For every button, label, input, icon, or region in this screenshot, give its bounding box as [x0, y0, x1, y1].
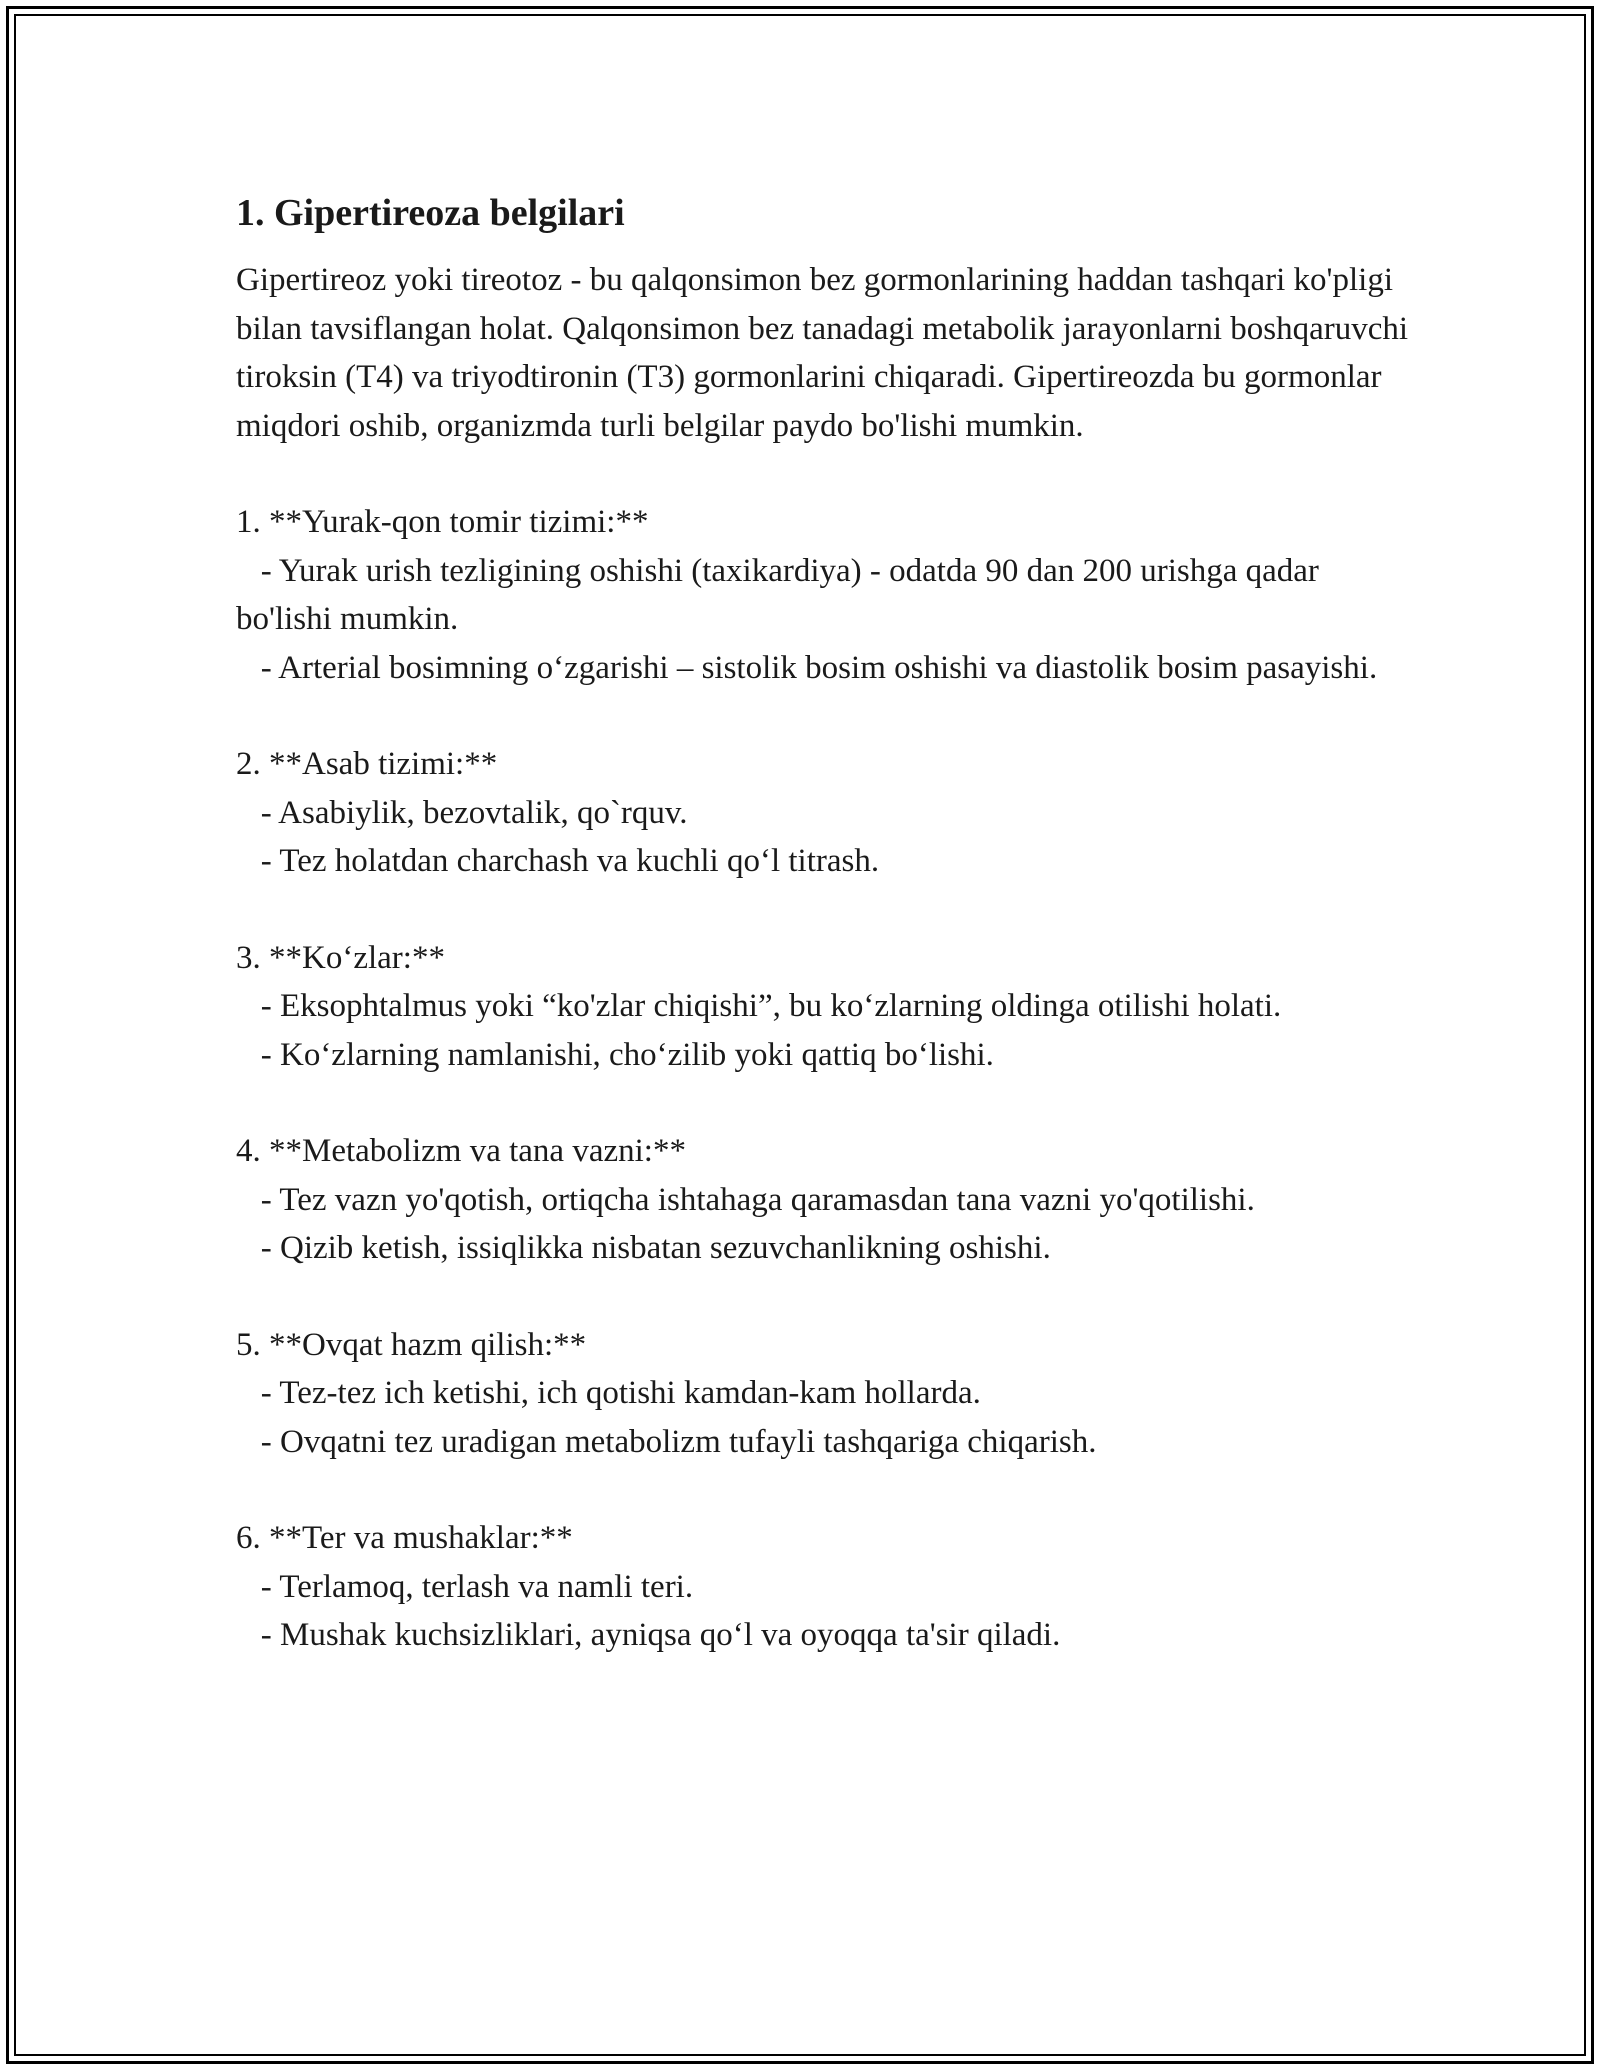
section-heading: 2. **Asab tizimi:**	[236, 746, 498, 782]
section-heading: 3. **Ko‘zlar:**	[236, 939, 445, 976]
list-item: - Mushak kuchsizliklari, ayniqsa qo‘l va oyoqqa ta'sir qiladi.	[236, 1617, 1061, 1653]
section-heading: 1. **Yurak-qon tomir tizimi:**	[236, 504, 649, 540]
list-item: - Qizib ketish, issiqlikka nisbatan sezuvchanlikning oshishi.	[236, 1230, 1051, 1266]
section-heading: 6. **Ter va mushaklar:**	[236, 1520, 573, 1556]
list-item: - Asabiylik, bezovtalik, qo`rquv.	[236, 794, 688, 831]
section-cardiovascular	[236, 498, 1416, 692]
intro-paragraph: Gipertireoz yoki tireotoz - bu qalqonsimon bez gormonlarining haddan tashqari ko'pligi bilan tavsiflangan holat. Qalqonsimon bez tanadagi metabolik jarayonlarni boshqaruvchi tiroksin (T4) va triyodtironin (T3) gormonlarini chiqaradi. Gipertireozda bu gormonlar miqdori oshib, organizmda turli belgilar paydo bo'lishi mumkin.	[236, 262, 1409, 444]
section-sweat-muscles	[236, 1514, 1416, 1660]
list-item: - Tez holatdan charchash va kuchli qo‘l titrash.	[236, 843, 880, 879]
list-item: - Eksophtalmus yoki “ko'zlar chiqishi”, bu ko‘zlarning oldinga otilishi holati.	[236, 988, 1282, 1024]
section-eyes	[236, 934, 1416, 1080]
list-item: - Arterial bosimning o‘zgarishi – sistolik bosim oshishi va diastolik bosim pasayishi.	[236, 649, 1378, 686]
section-heading: 5. **Ovqat hazm qilish:**	[236, 1326, 587, 1363]
list-item: - Tez vazn yo'qotish, ortiqcha ishtahaga qaramasdan tana vazni yo'qotilishi.	[236, 1181, 1255, 1218]
list-item: - Yurak urish tezligining oshishi (taxikardiya) - odatda 90 dan 200 urishga qadar bo'lishi mumkin.	[236, 552, 1328, 637]
list-item: - Tez-tez ich ketishi, ich qotishi kamdan-kam hollarda.	[236, 1375, 981, 1411]
section-heading: 4. **Metabolizm va tana vazni:**	[236, 1133, 686, 1169]
section-digestion	[236, 1321, 1416, 1467]
document-body	[236, 188, 1416, 1708]
document-title: 1. Gipertireoza belgilari	[236, 192, 625, 234]
list-item: - Ko‘zlarning namlanishi, cho‘zilib yoki qattiq bo‘lishi.	[236, 1036, 994, 1073]
section-nervous-system	[236, 740, 1416, 886]
list-item: - Terlamoq, terlash va namli teri.	[236, 1568, 694, 1605]
section-metabolism	[236, 1127, 1416, 1273]
list-item: - Ovqatni tez uradigan metabolizm tufayli tashqariga chiqarish.	[236, 1423, 1097, 1460]
